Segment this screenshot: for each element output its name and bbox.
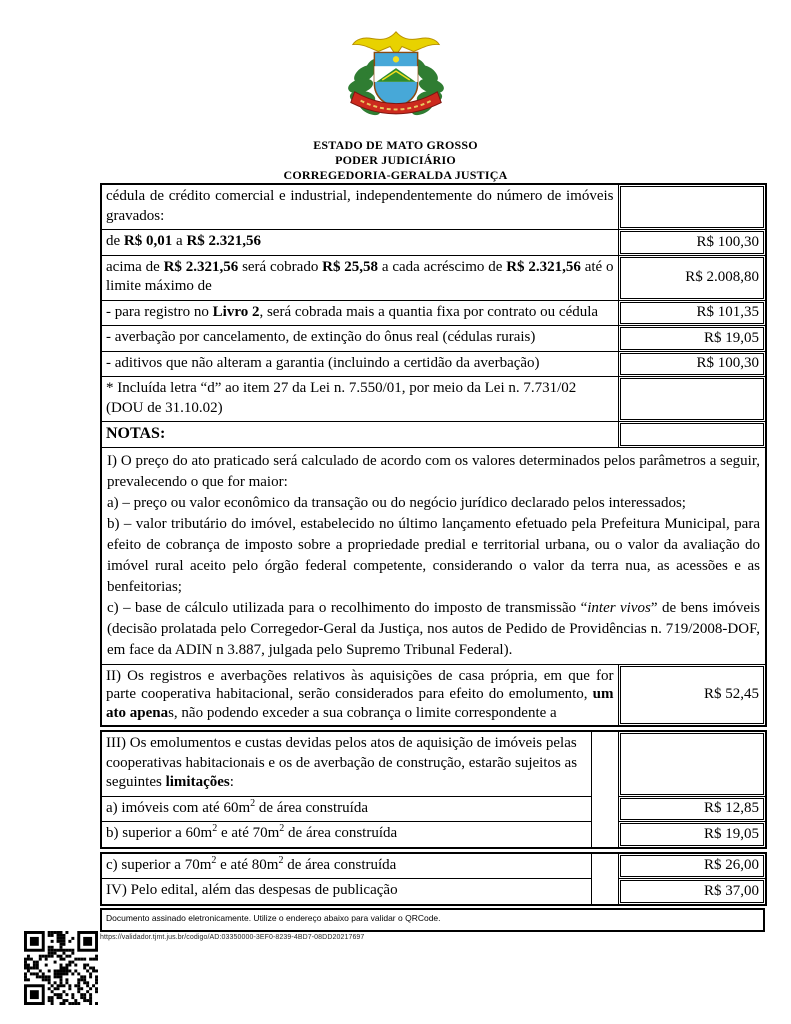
fee-value bbox=[618, 853, 766, 879]
fee-value-box: R$ 37,00 bbox=[620, 880, 765, 903]
fee-value bbox=[618, 300, 766, 326]
fee-description: cédula de crédito comercial e industrial, independentemente do número de imóveis gravados: bbox=[101, 184, 618, 230]
fee-description: NOTAS: bbox=[101, 422, 618, 448]
document-header bbox=[0, 28, 791, 183]
notes-paragraph: c) – base de cálculo utilizada para o recolhimento do imposto de transmissão “inter vivos” de bens imóveis (decisão prolatada pelo Corregedor-Geral da Justiça, nos autos de Pedido de Providências n. 719/2008-DOF, em face da ADIN n 3.887, julgada pelo Supremo Tribunal Federal). bbox=[107, 599, 761, 658]
org-line-branch: PODER JUDICIÁRIO bbox=[335, 153, 456, 167]
org-line-department: CORREGEDORIA-GERALDA JUSTIÇA bbox=[283, 168, 508, 182]
table-row bbox=[101, 326, 766, 352]
table-row bbox=[101, 351, 766, 377]
org-title-block bbox=[0, 138, 791, 183]
fee-description: de R$ 0,01 a R$ 2.321,56 bbox=[101, 230, 618, 256]
fee-value bbox=[618, 326, 766, 352]
table-row bbox=[101, 879, 766, 905]
document-content bbox=[100, 183, 765, 941]
fee-value bbox=[618, 879, 766, 905]
fee-value bbox=[618, 351, 766, 377]
coat-of-arms-mato-grosso bbox=[337, 28, 455, 128]
fee-value bbox=[618, 422, 766, 448]
fee-description: c) superior a $70m^2$ e até $80m^2$ de área construída bbox=[101, 853, 591, 879]
fee-value-box: R$ 19,05 bbox=[620, 327, 765, 350]
table-row bbox=[101, 184, 766, 230]
notes-paragraph: b) – valor tributário do imóvel, estabelecido no último lançamento efetuado pela Prefeitura Municipal, para efeito de cobrança de imposto sobre a propriedade predial e territorial urbana, ou o valor da avaliação do imóvel rural aceito pelo órgão federal competente, considerando o valor da terra nua, as acessões e as benfeitorias; bbox=[107, 515, 760, 595]
fee-tables bbox=[100, 183, 765, 906]
table-row bbox=[101, 377, 766, 422]
fee-value-box bbox=[620, 186, 765, 228]
fee-value bbox=[618, 184, 766, 230]
fee-value bbox=[618, 731, 766, 796]
fee-table bbox=[100, 852, 767, 906]
fee-value-box: R$ 52,45 bbox=[620, 666, 765, 725]
fee-table bbox=[100, 183, 767, 727]
fee-description: * Incluída letra “d” ao item 27 da Lei n. 7.550/01, por meio da Lei n. 7.731/02 (DOU de 31.10.02) bbox=[101, 377, 618, 422]
spacer-cell bbox=[591, 796, 618, 822]
fee-description: b) superior a $60m^2$ e até $70m^2$ de área construída bbox=[101, 822, 591, 848]
spacer-cell bbox=[591, 822, 618, 848]
table-row bbox=[101, 853, 766, 879]
notes-paragraph: a) – preço ou valor econômico da transação ou do negócio jurídico declarado pelos interessados; bbox=[107, 494, 686, 511]
table-row bbox=[101, 300, 766, 326]
notes-paragraph: I) O preço do ato praticado será calculado de acordo com os valores determinados pelos parâmetros a seguir, prevalecendo o que for maior: bbox=[107, 452, 760, 490]
table-row bbox=[101, 230, 766, 256]
qr-code bbox=[24, 931, 98, 1005]
table-row bbox=[101, 822, 766, 848]
signature-notice-text: Documento assinado eletronicamente. Utilize o endereço abaixo para validar o QRCode. bbox=[106, 912, 441, 923]
fee-value-box: R$ 26,00 bbox=[620, 855, 765, 878]
spacer-cell bbox=[591, 879, 618, 905]
fee-value bbox=[618, 796, 766, 822]
table-row bbox=[101, 731, 766, 796]
fee-value-box bbox=[620, 423, 765, 446]
fee-value bbox=[618, 822, 766, 848]
signature-notice-box bbox=[100, 908, 765, 932]
fee-value-box: R$ 2.008,80 bbox=[620, 257, 765, 299]
fee-description: II) Os registros e averbações relativos às aquisições de casa própria, em que for parte cooperativa habitacional, serão considerados para efeito do emolumento, um ato apenas, não podendo exceder a sua cobrança o limite correspondente a bbox=[101, 664, 618, 726]
fee-description: a) imóveis com até $60m^2$ de área construída bbox=[101, 796, 591, 822]
fee-description: acima de R$ 2.321,56 será cobrado R$ 25,58 a cada acréscimo de R$ 2.321,56 até o limite máximo de bbox=[101, 255, 618, 300]
table-row bbox=[101, 796, 766, 822]
fee-value bbox=[618, 255, 766, 300]
fee-value bbox=[618, 664, 766, 726]
fee-description: III) Os emolumentos e custas devidas pelos atos de aquisição de imóveis pelas cooperativas habitacionais e os de averbação de construção, estarão sujeitos as seguintes limitações: bbox=[101, 731, 591, 796]
table-row bbox=[101, 664, 766, 726]
fee-value-box: R$ 19,05 bbox=[620, 823, 765, 846]
notes-cell bbox=[101, 447, 766, 664]
fee-description: - para registro no Livro 2, será cobrada mais a quantia fixa por contrato ou cédula bbox=[101, 300, 618, 326]
validation-url: https://validador.tjmt.jus.br/codigo/AD:03350000-3EF0-8239-4BD7-08DD20217697 bbox=[100, 933, 365, 941]
fee-value-box: R$ 100,30 bbox=[620, 353, 765, 376]
table-row bbox=[101, 447, 766, 664]
fee-table bbox=[100, 730, 767, 849]
fee-value bbox=[618, 377, 766, 422]
fee-description: - averbação por cancelamento, de extinção do ônus real (cédulas rurais) bbox=[101, 326, 618, 352]
fee-value bbox=[618, 230, 766, 256]
fee-value-box: R$ 12,85 bbox=[620, 798, 765, 821]
spacer-cell bbox=[591, 731, 618, 796]
fee-value-box: R$ 101,35 bbox=[620, 302, 765, 325]
fee-value-box bbox=[620, 378, 765, 420]
table-row bbox=[101, 422, 766, 448]
fee-value-box bbox=[620, 733, 765, 795]
table-row bbox=[101, 255, 766, 300]
fee-description: - aditivos que não alteram a garantia (incluindo a certidão da averbação) bbox=[101, 351, 618, 377]
fee-description: IV) Pelo edital, além das despesas de publicação bbox=[101, 879, 591, 905]
shield-star bbox=[392, 56, 398, 62]
org-line-state: ESTADO DE MATO GROSSO bbox=[313, 138, 478, 152]
spacer-cell bbox=[591, 853, 618, 879]
fee-value-box: R$ 100,30 bbox=[620, 231, 765, 254]
